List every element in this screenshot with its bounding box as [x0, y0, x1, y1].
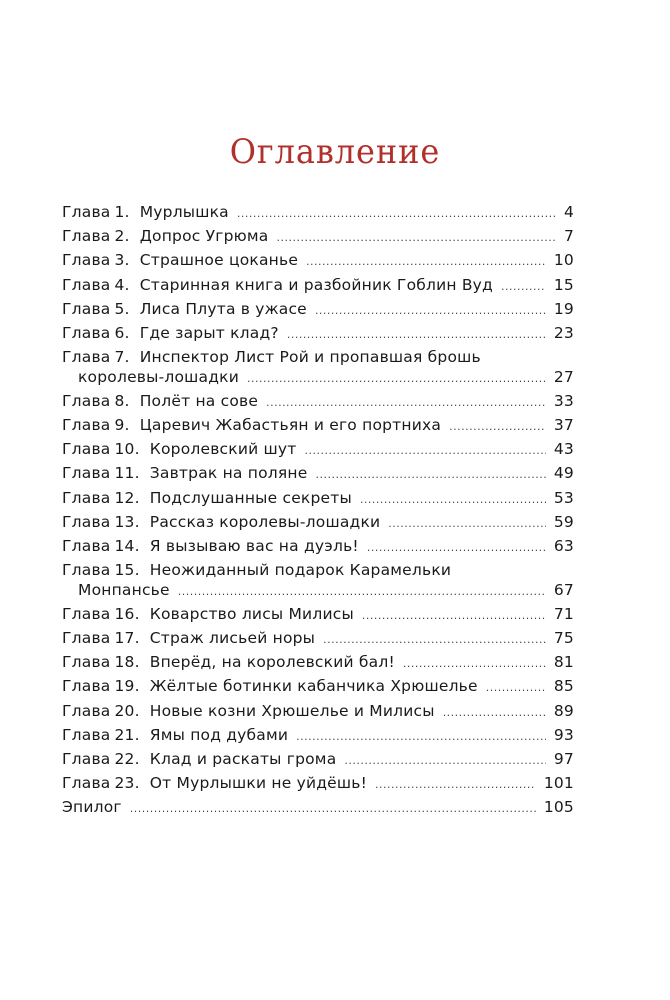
- chapter-label: Глава: [62, 774, 111, 793]
- page-number: 10: [553, 251, 574, 270]
- dot-leader: [276, 231, 555, 244]
- chapter-label: Глава: [62, 536, 111, 555]
- toc-entry[interactable]: [62, 464, 574, 484]
- chapter-label: Глава: [62, 653, 111, 672]
- toc-entry[interactable]: [62, 251, 574, 271]
- chapter-title: Завтрак на поляне: [149, 464, 308, 483]
- toc-entry[interactable]: [62, 653, 574, 673]
- chapter-number: 7.: [114, 348, 130, 367]
- page-number: 75: [553, 629, 574, 647]
- toc-entry[interactable]: [62, 726, 574, 746]
- page-number: 4: [563, 203, 574, 221]
- chapter-label: Глава: [62, 323, 111, 342]
- chapter-number: 19.: [114, 677, 140, 696]
- chapter-label: Глава: [62, 275, 111, 294]
- chapter-label: Глава: [62, 488, 111, 507]
- chapter-number: 11.: [114, 464, 140, 483]
- toc-entry[interactable]: [62, 227, 574, 247]
- chapter-label: Глава: [62, 348, 111, 367]
- page-number: 49: [553, 464, 574, 483]
- chapter-number: 12.: [114, 488, 140, 507]
- dot-leader: [296, 730, 546, 743]
- chapter-title: Клад и раскаты грома: [149, 749, 337, 768]
- toc-entry[interactable]: [62, 537, 574, 557]
- page-number: 23: [553, 323, 574, 342]
- chapter-title: Инспектор Лист Рой и пропавшая брошь: [139, 348, 481, 367]
- chapter-title: Страшное цоканье: [139, 251, 299, 270]
- dot-leader: [178, 585, 546, 598]
- toc-entry[interactable]: [62, 300, 574, 320]
- chapter-number: 20.: [114, 701, 140, 720]
- dot-leader: [305, 444, 546, 457]
- chapter-title: Подслушанные секреты: [149, 488, 352, 507]
- dot-leader: [403, 657, 546, 670]
- toc-entry[interactable]: [62, 392, 574, 412]
- toc-entry[interactable]: [62, 440, 574, 460]
- dot-leader: [130, 802, 536, 815]
- chapter-title: Лиса Плута в ужасе: [139, 299, 307, 318]
- chapter-label: Глава: [62, 604, 111, 623]
- page-number: 19: [553, 299, 574, 318]
- chapter-label: Глава: [62, 227, 111, 246]
- page-number: 27: [553, 367, 574, 386]
- toc-entry[interactable]: [62, 416, 574, 436]
- toc-entry[interactable]: [62, 629, 574, 649]
- chapter-label: Глава: [62, 561, 111, 580]
- page-number: 89: [553, 701, 574, 720]
- chapter-label: Глава: [62, 299, 111, 318]
- chapter-number: 5.: [114, 299, 130, 318]
- dot-leader: [237, 207, 556, 220]
- page-number: 105: [543, 798, 574, 817]
- chapter-title: Мурлышка: [139, 203, 229, 221]
- dot-leader: [323, 633, 546, 646]
- toc-entry[interactable]: [62, 348, 574, 387]
- chapter-label: Глава: [62, 416, 111, 434]
- dot-leader: [375, 778, 536, 791]
- chapter-number: 3.: [114, 251, 130, 270]
- chapter-title: Ямы под дубами: [149, 725, 289, 744]
- chapter-number: 13.: [114, 512, 140, 531]
- chapter-title-continuation: королевы-лошадки: [78, 367, 240, 386]
- chapter-label: Глава: [62, 391, 111, 410]
- chapter-number: 10.: [114, 440, 140, 459]
- chapter-title: Страж лисьей норы: [149, 629, 316, 647]
- chapter-label: Глава: [62, 440, 111, 459]
- toc-entry[interactable]: [62, 561, 574, 600]
- chapter-number: 14.: [114, 536, 140, 555]
- chapter-label: Глава: [62, 251, 111, 270]
- chapter-number: 1.: [114, 203, 130, 221]
- chapter-title: Коварство лисы Милисы: [149, 604, 354, 623]
- chapter-number: 18.: [114, 653, 140, 672]
- chapter-title: Новые козни Хрюшелье и Милисы: [149, 701, 435, 720]
- chapter-number: 9.: [114, 416, 130, 434]
- dot-leader: [367, 541, 546, 554]
- chapter-title: Вперёд, на королевский бал!: [149, 653, 395, 672]
- page-number: 59: [553, 512, 574, 531]
- chapter-label: Глава: [62, 701, 111, 720]
- chapter-number: 2.: [114, 227, 130, 246]
- page-number: 33: [553, 391, 574, 410]
- chapter-title: Где зарыт клад?: [139, 323, 279, 342]
- chapter-title: Королевский шут: [149, 440, 297, 459]
- toc-entry-epilogue[interactable]: [62, 798, 574, 818]
- chapter-number: 6.: [114, 323, 130, 342]
- chapter-number: 21.: [114, 725, 140, 744]
- chapter-title: Рассказ королевы-лошадки: [149, 512, 381, 531]
- page-number: 63: [553, 536, 574, 555]
- dot-leader: [388, 517, 546, 530]
- page-number: 43: [553, 440, 574, 459]
- toc-entry[interactable]: [62, 774, 574, 794]
- chapter-number: 15.: [114, 561, 140, 580]
- page-number: 97: [553, 749, 574, 768]
- toc-entry[interactable]: [62, 605, 574, 625]
- chapter-number: 4.: [114, 275, 130, 294]
- page-number: 37: [553, 416, 574, 434]
- dot-leader: [344, 754, 545, 767]
- chapter-label: Глава: [62, 203, 111, 221]
- chapter-label: Глава: [62, 512, 111, 531]
- chapter-title: Допрос Угрюма: [139, 227, 269, 246]
- toc-entry[interactable]: [62, 677, 574, 697]
- chapter-number: 8.: [114, 391, 130, 410]
- chapter-number: 17.: [114, 629, 140, 647]
- page-number: 67: [553, 580, 574, 599]
- page-title: Оглавление: [229, 132, 441, 172]
- chapter-title: Я вызываю вас на дуэль!: [149, 536, 359, 555]
- chapter-title: Полёт на сове: [139, 391, 259, 410]
- chapter-title: Царевич Жабастьян и его портниха: [139, 416, 442, 434]
- dot-leader: [360, 493, 546, 506]
- chapter-title: Неожиданный подарок Карамельки: [149, 561, 452, 580]
- chapter-label: Глава: [62, 464, 111, 483]
- chapter-title: Жёлтые ботинки кабанчика Хрюшелье: [149, 677, 478, 696]
- toc-entry[interactable]: [62, 702, 574, 722]
- chapter-label: Глава: [62, 629, 111, 647]
- chapter-title: От Мурлышки не уйдёшь!: [149, 774, 368, 793]
- toc-entry[interactable]: [62, 203, 574, 223]
- page-number: 85: [553, 677, 574, 696]
- chapter-title-continuation: Монпансье: [78, 580, 170, 599]
- toc-entry[interactable]: [62, 513, 574, 533]
- dot-leader: [449, 420, 546, 433]
- dot-leader: [287, 328, 546, 341]
- dot-leader: [443, 706, 546, 719]
- epilogue-title: Эпилог: [62, 798, 122, 817]
- toc-entry[interactable]: [62, 750, 574, 770]
- toc-entry[interactable]: [62, 276, 574, 296]
- dot-leader: [306, 255, 546, 268]
- page-number: 7: [563, 227, 574, 246]
- chapter-title: Старинная книга и разбойник Гоблин Вуд: [139, 275, 493, 294]
- page-number: 53: [553, 488, 574, 507]
- chapter-number: 22.: [114, 749, 140, 768]
- dot-leader: [486, 681, 546, 694]
- dot-leader: [501, 280, 546, 293]
- page-number: 93: [553, 725, 574, 744]
- chapter-label: Глава: [62, 677, 111, 696]
- chapter-number: 16.: [114, 604, 140, 623]
- chapter-label: Глава: [62, 725, 111, 744]
- table-of-contents: [62, 203, 574, 823]
- dot-leader: [315, 304, 546, 317]
- dot-leader: [247, 372, 546, 385]
- dot-leader: [315, 468, 545, 481]
- chapter-number: 23.: [114, 774, 140, 793]
- dot-leader: [362, 609, 546, 622]
- page-number: 71: [553, 604, 574, 623]
- toc-entry[interactable]: [62, 324, 574, 344]
- page-number: 81: [553, 653, 574, 672]
- chapter-label: Глава: [62, 749, 111, 768]
- toc-entry[interactable]: [62, 489, 574, 509]
- page-number: 101: [543, 774, 574, 793]
- page-number: 15: [553, 275, 574, 294]
- dot-leader: [266, 396, 546, 409]
